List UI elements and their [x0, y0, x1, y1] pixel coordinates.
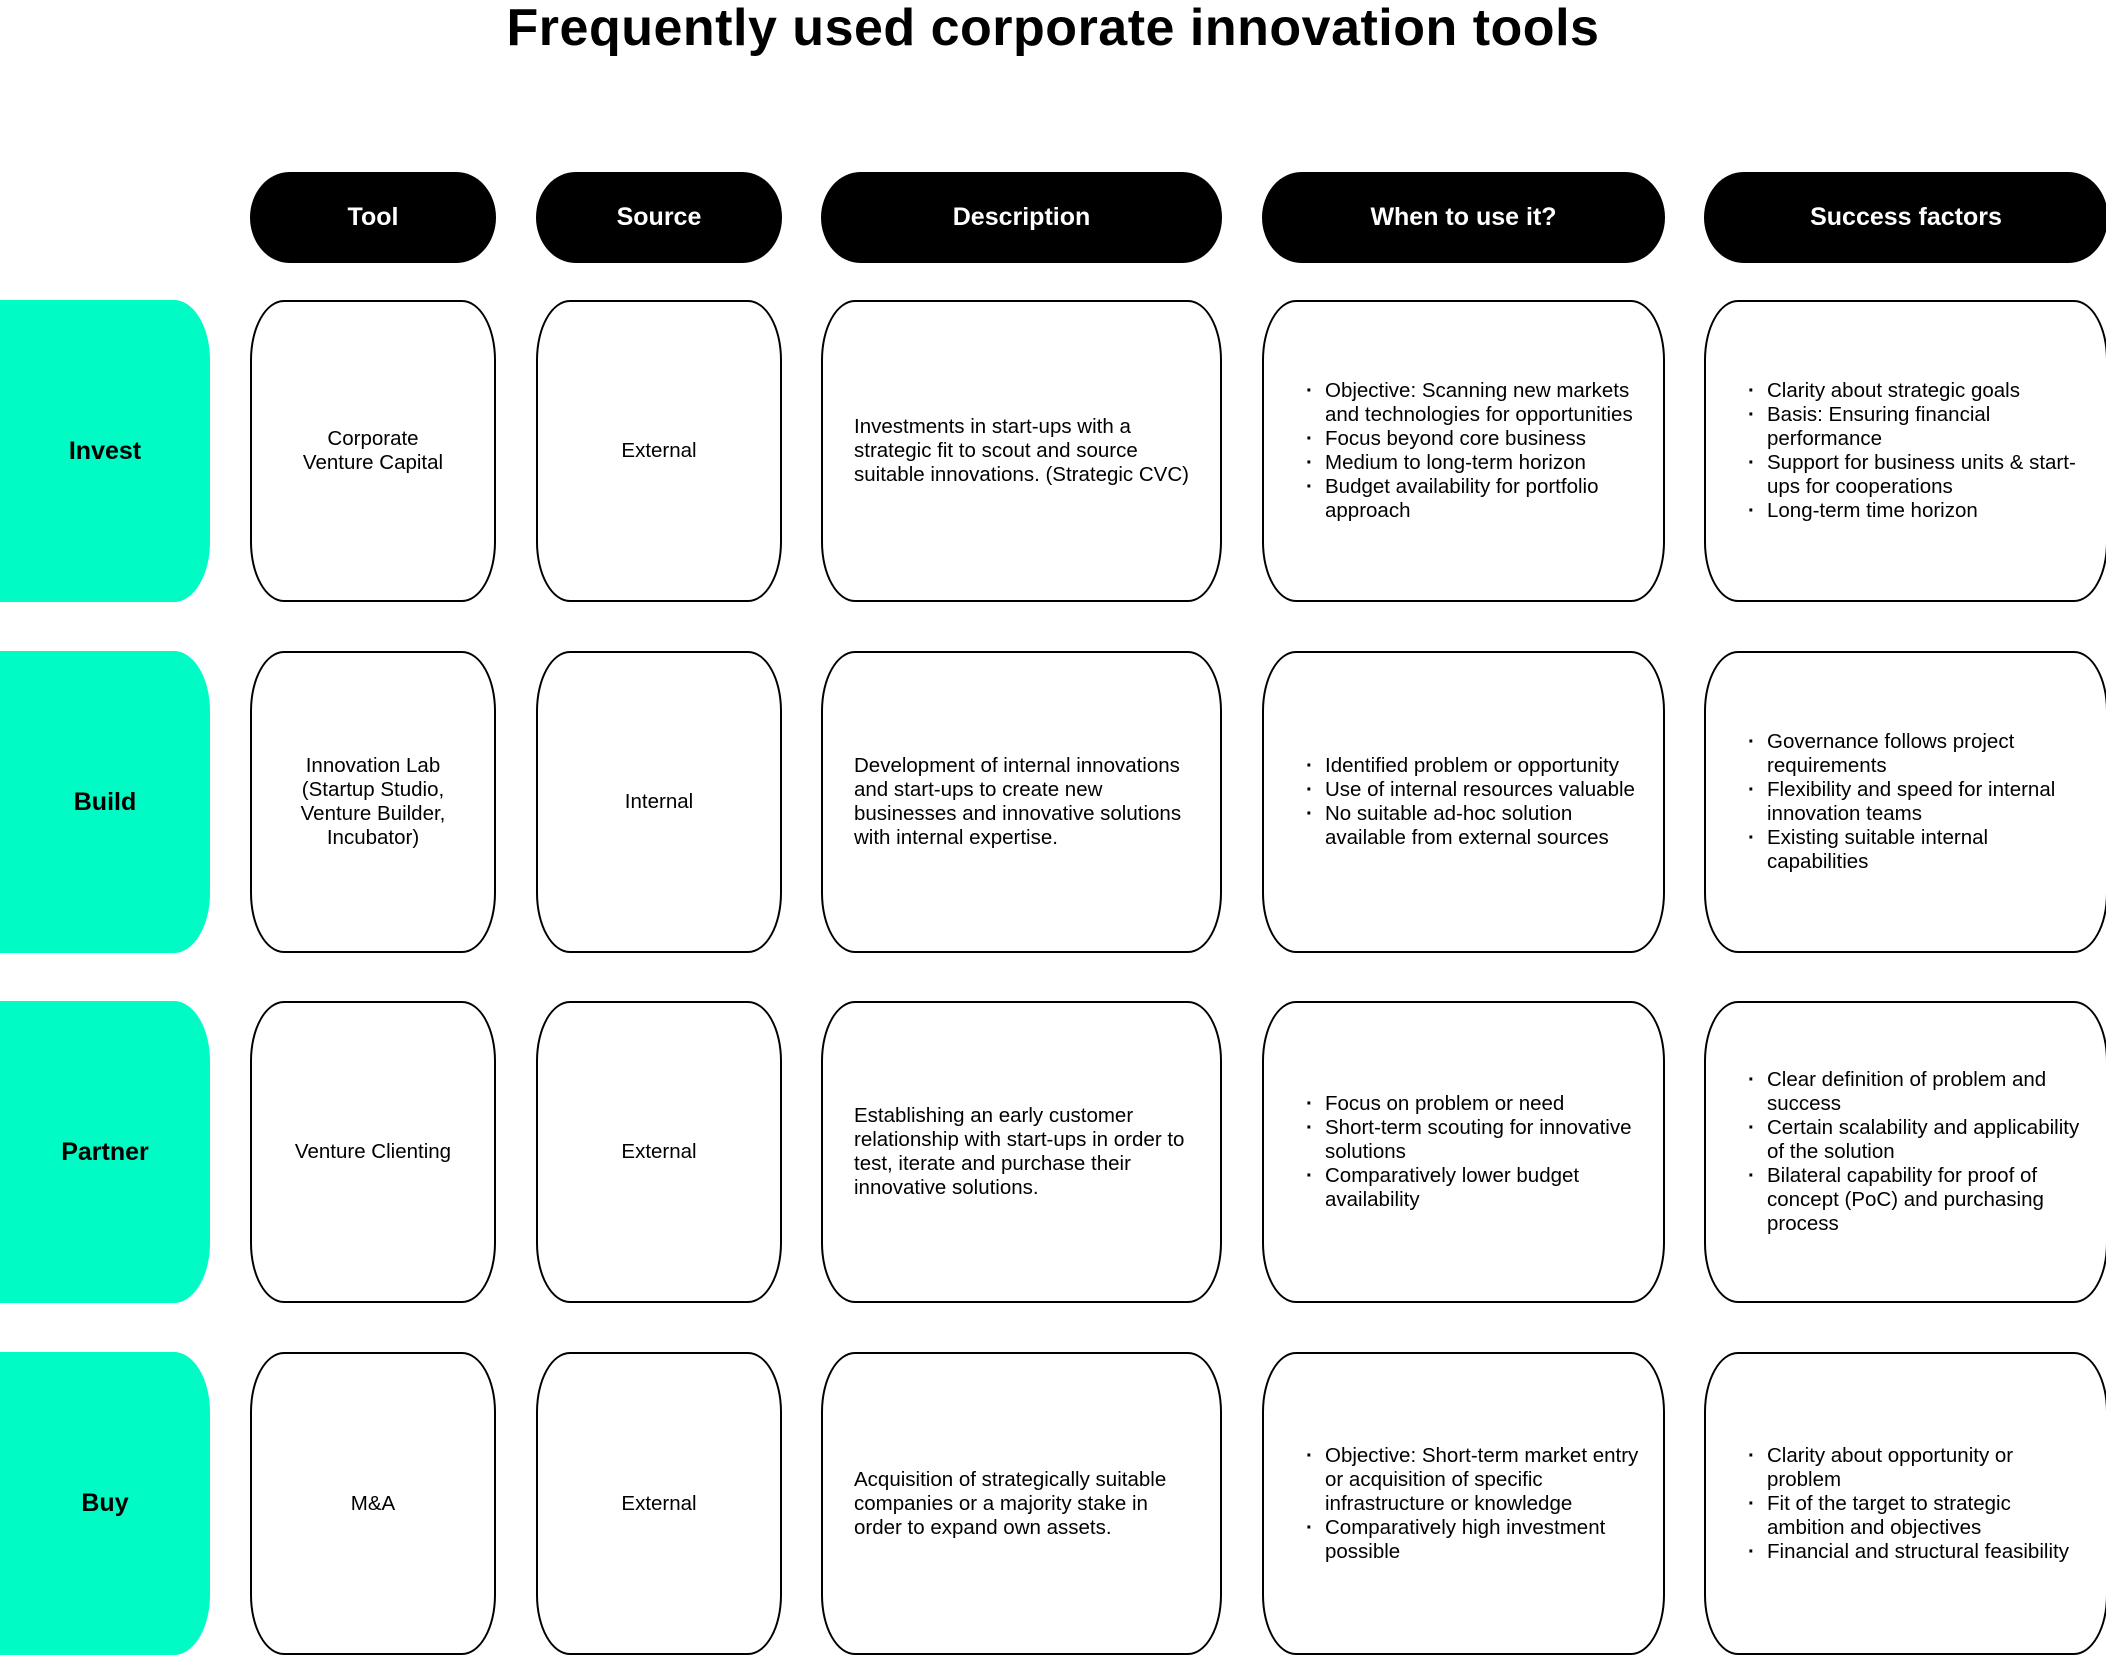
when-to-use-list [1306, 754, 1643, 850]
tool-name: Innovation Lab (Startup Studio, Venture Builder, Incubator) [300, 754, 446, 849]
source-value: External [621, 439, 697, 462]
tool-name: M&A [350, 1491, 396, 1515]
tool-cell [250, 1001, 496, 1303]
success-factor-item: · Long-term time horizon [1748, 499, 2092, 523]
success-factors-cell [1704, 300, 2106, 602]
success-factor-item: · Support for business units & start-ups for cooperations [1748, 451, 2092, 499]
when-to-use-item: · Medium to long-term horizon [1306, 451, 1643, 475]
row-label-partner: Partner [0, 1001, 210, 1303]
success-factors-list [1748, 1068, 2092, 1236]
when-to-use-item: · No suitable ad-hoc solution available from external sources [1306, 802, 1643, 850]
header-success-factors: Success factors [1704, 172, 2106, 263]
tool-name: Venture Clienting [294, 1140, 452, 1163]
success-factor-item: · Financial and structural feasibility [1748, 1540, 2092, 1564]
source-value: Internal [624, 790, 694, 813]
source-cell [536, 651, 782, 953]
source-value: External [621, 1491, 697, 1515]
success-factors-list [1748, 379, 2092, 523]
when-to-use-cell [1262, 651, 1665, 953]
description-text: Establishing an early customer relationship with start-ups in order to test, iterate and purchase their innovative solutions. [854, 1104, 1185, 1199]
success-factor-item: · Flexibility and speed for internal innovation teams [1748, 778, 2092, 826]
when-to-use-list [1306, 1092, 1643, 1212]
success-factor-item: · Clarity about strategic goals [1748, 379, 2092, 403]
row-label-invest: Invest [0, 300, 210, 602]
header-tool: Tool [250, 172, 496, 263]
success-factors-cell [1704, 1352, 2106, 1655]
tool-cell [250, 1352, 496, 1655]
when-to-use-cell [1262, 1001, 1665, 1303]
header-description: Description [821, 172, 1222, 263]
when-to-use-item: · Objective: Short-term market entry or acquisition of specific infrastructure or knowledge [1306, 1444, 1643, 1516]
when-to-use-item: · Comparatively high investment possible [1306, 1516, 1643, 1564]
when-to-use-item: · Short-term scouting for innovative solutions [1306, 1116, 1643, 1164]
success-factors-cell [1704, 1001, 2106, 1303]
row-label-buy: Buy [0, 1352, 210, 1655]
source-cell [536, 300, 782, 602]
source-value: External [621, 1140, 697, 1163]
header-when-to-use: When to use it? [1262, 172, 1665, 263]
success-factors-cell [1704, 651, 2106, 953]
success-factors-list [1748, 730, 2092, 874]
tool-name: Corporate Venture Capital [302, 427, 444, 474]
when-to-use-list [1306, 379, 1643, 523]
header-source: Source [536, 172, 782, 263]
success-factor-item: · Clear definition of problem and success [1748, 1068, 2092, 1116]
when-to-use-item: · Focus beyond core business [1306, 427, 1643, 451]
when-to-use-cell [1262, 1352, 1665, 1655]
when-to-use-item: · Identified problem or opportunity [1306, 754, 1643, 778]
description-text: Investments in start-ups with a strategic fit to scout and source suitable innovations. (Strategic CVC) [854, 415, 1189, 486]
description-text: Development of internal innovations and start-ups to create new businesses and innovative solutions with internal expertise. [854, 754, 1182, 849]
tool-cell [250, 300, 496, 602]
when-to-use-cell [1262, 300, 1665, 602]
tool-cell [250, 651, 496, 953]
when-to-use-item: · Focus on problem or need [1306, 1092, 1643, 1116]
when-to-use-item: · Comparatively lower budget availability [1306, 1164, 1643, 1212]
description-text: Acquisition of strategically suitable companies or a majority stake in order to expand own assets. [854, 1467, 1167, 1539]
when-to-use-item: · Objective: Scanning new markets and technologies for opportunities [1306, 379, 1643, 427]
when-to-use-list [1306, 1444, 1643, 1564]
description-cell [821, 1001, 1222, 1303]
success-factors-list [1748, 1444, 2092, 1564]
source-cell [536, 1001, 782, 1303]
description-cell [821, 300, 1222, 602]
page-title: Frequently used corporate innovation tools [506, 0, 1600, 57]
source-cell [536, 1352, 782, 1655]
success-factor-item: · Existing suitable internal capabilities [1748, 826, 2092, 874]
success-factor-item: · Clarity about opportunity or problem [1748, 1444, 2092, 1492]
success-factor-item: · Fit of the target to strategic ambition and objectives [1748, 1492, 2092, 1540]
when-to-use-item: · Budget availability for portfolio approach [1306, 475, 1643, 523]
row-label-build: Build [0, 651, 210, 953]
description-cell [821, 651, 1222, 953]
when-to-use-item: · Use of internal resources valuable [1306, 778, 1643, 802]
success-factor-item: · Basis: Ensuring financial performance [1748, 403, 2092, 451]
success-factor-item: · Bilateral capability for proof of concept (PoC) and purchasing process [1748, 1164, 2092, 1236]
success-factor-item: · Certain scalability and applicability of the solution [1748, 1116, 2092, 1164]
success-factor-item: · Governance follows project requirements [1748, 730, 2092, 778]
description-cell [821, 1352, 1222, 1655]
